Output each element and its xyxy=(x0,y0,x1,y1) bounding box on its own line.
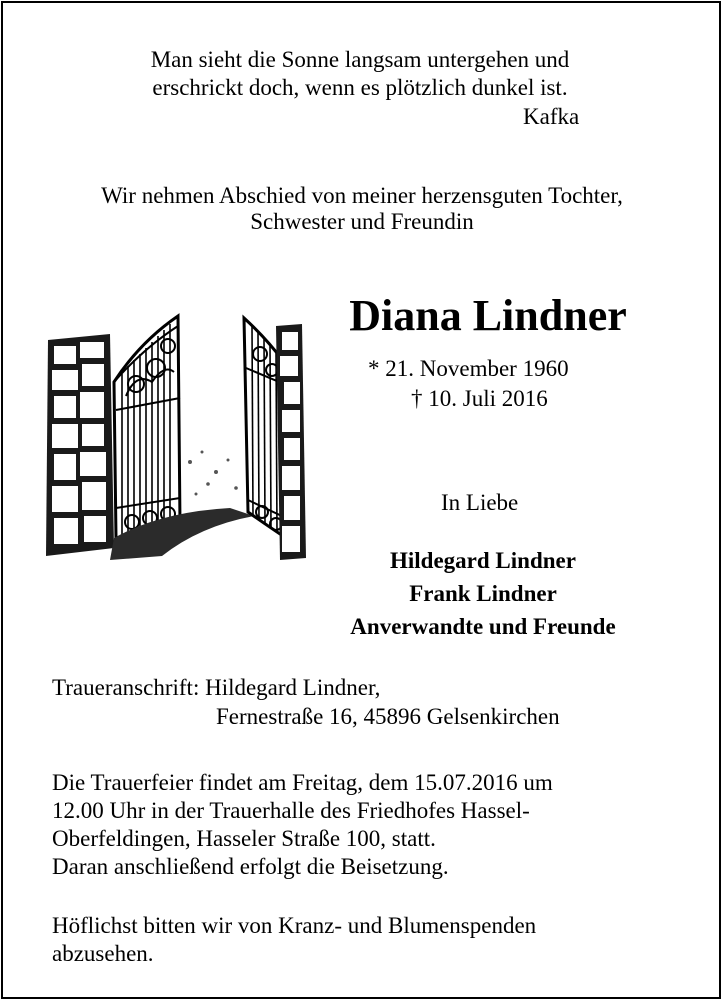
ceremony-line-1: Die Trauerfeier findet am Freitag, dem 15.07.2016 um xyxy=(52,770,553,795)
intro-line-1: Wir nehmen Abschied von meiner herzensguten Tochter, xyxy=(101,183,623,208)
ceremony-line-2: 12.00 Uhr in der Trauerhalle des Friedhofes Hassel- xyxy=(52,798,530,823)
ceremony-line-3: Oberfeldingen, Hasseler Straße 100, statt. xyxy=(52,826,436,851)
open-garden-gate-icon xyxy=(40,312,310,562)
request-line-2: abzusehen. xyxy=(52,941,154,966)
quote-line-2: erschrickt doch, wenn es plötzlich dunkel ist. xyxy=(152,75,568,100)
intro-line-2: Schwester und Freundin xyxy=(250,209,474,234)
quote-author: Kafka xyxy=(523,104,580,129)
death-date: † 10. Juli 2016 xyxy=(411,386,548,411)
mourner-name-2: Frank Lindner xyxy=(409,581,557,606)
address-label-line: Traueranschrift: Hildegard Lindner, xyxy=(52,675,381,700)
address-street-line: Fernestraße 16, 45896 Gelsenkirchen xyxy=(216,704,560,729)
deceased-name: Diana Lindner xyxy=(349,291,627,340)
mourner-name-1: Hildegard Lindner xyxy=(390,548,576,573)
birth-date: * 21. November 1960 xyxy=(368,356,569,381)
mourner-name-3: Anverwandte und Freunde xyxy=(350,614,616,639)
mourners-heading: In Liebe xyxy=(441,490,519,515)
ceremony-line-4: Daran anschließend erfolgt die Beisetzung. xyxy=(52,854,449,879)
request-line-1: Höflichst bitten wir von Kranz- und Blumenspenden xyxy=(52,913,537,938)
quote-line-1: Man sieht die Sonne langsam untergehen und xyxy=(150,47,570,72)
